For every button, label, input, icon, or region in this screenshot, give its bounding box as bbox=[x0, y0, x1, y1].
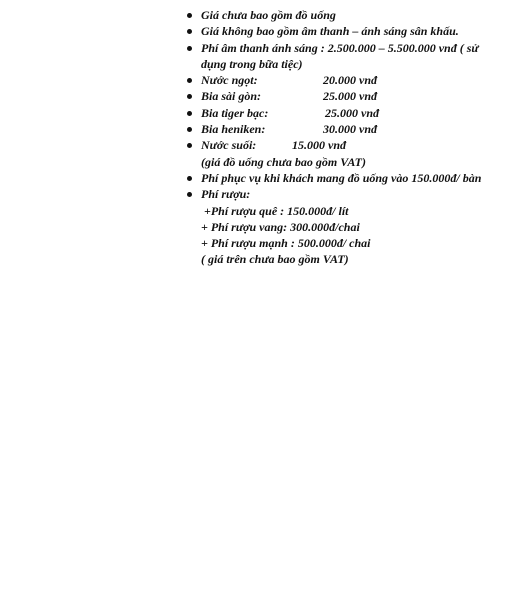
drink-name: Bia heniken: bbox=[201, 122, 266, 137]
service-fee-text: Phí phục vụ khi khách mang đồ uống vào 150.000đ/ bàn bbox=[201, 170, 482, 185]
list-item-drink-saigon bbox=[184, 88, 504, 104]
bullet-icon bbox=[187, 78, 192, 83]
list-item-drink-water bbox=[184, 137, 504, 170]
note-no-drinks: Giá chưa bao gồm đồ uống bbox=[201, 8, 336, 22]
price-notes-list bbox=[184, 7, 504, 268]
wine-fee-strong: + Phí rượu mạnh : 500.000đ/ chai bbox=[201, 236, 371, 251]
list-item-wine-fee bbox=[184, 186, 504, 267]
bullet-icon bbox=[187, 127, 192, 132]
wine-fee-vang: + Phí rượu vang: 300.000đ/chai bbox=[201, 219, 360, 234]
bullet-icon bbox=[187, 143, 192, 148]
bullet-icon bbox=[187, 46, 192, 51]
wine-fee-local: +Phí rượu quê : 150.000đ/ lít bbox=[201, 203, 349, 218]
drink-price: 30.000 vnđ bbox=[323, 122, 377, 137]
drink-price: 15.000 vnđ bbox=[292, 138, 346, 153]
list-item-drink-heineken bbox=[184, 121, 504, 137]
list-item-drink-soft bbox=[184, 72, 504, 88]
bullet-icon bbox=[187, 29, 192, 34]
drink-name: Nước ngọt: bbox=[201, 73, 258, 88]
list-item-sound-light-fee bbox=[184, 40, 504, 73]
drink-name: Bia tiger bạc: bbox=[201, 105, 269, 120]
drinks-vat-note: (giá đồ uống chưa bao gồm VAT) bbox=[201, 154, 366, 169]
list-item-no-drinks bbox=[184, 7, 504, 23]
drink-price: 25.000 vnđ bbox=[323, 89, 377, 104]
bullet-icon bbox=[187, 111, 192, 116]
drink-name: Nước suối: bbox=[201, 138, 257, 153]
list-item-drink-tiger bbox=[184, 105, 504, 121]
note-no-sound-light: Giá không bao gồm âm thanh – ánh sáng sân khấu. bbox=[201, 24, 459, 39]
sound-light-fee-line-1: Phí âm thanh ánh sáng : 2.500.000 – 5.500.000 vnđ ( sử bbox=[201, 40, 479, 55]
bullet-icon bbox=[187, 13, 192, 18]
wine-fee-title: Phí rượu: bbox=[201, 187, 251, 202]
drink-price: 20.000 vnđ bbox=[323, 73, 377, 88]
drink-price: 25.000 vnđ bbox=[325, 105, 379, 120]
list-item-service-fee bbox=[184, 170, 504, 186]
bullet-icon bbox=[187, 192, 192, 197]
wine-fee-vat-note: ( giá trên chưa bao gồm VAT) bbox=[201, 252, 349, 267]
drink-name: Bia sài gòn: bbox=[201, 89, 262, 104]
bullet-icon bbox=[187, 94, 192, 99]
list-item-no-sound-light bbox=[184, 23, 504, 39]
bullet-icon bbox=[187, 176, 192, 181]
sound-light-fee-line-2: dụng trong bữa tiệc) bbox=[201, 56, 303, 71]
